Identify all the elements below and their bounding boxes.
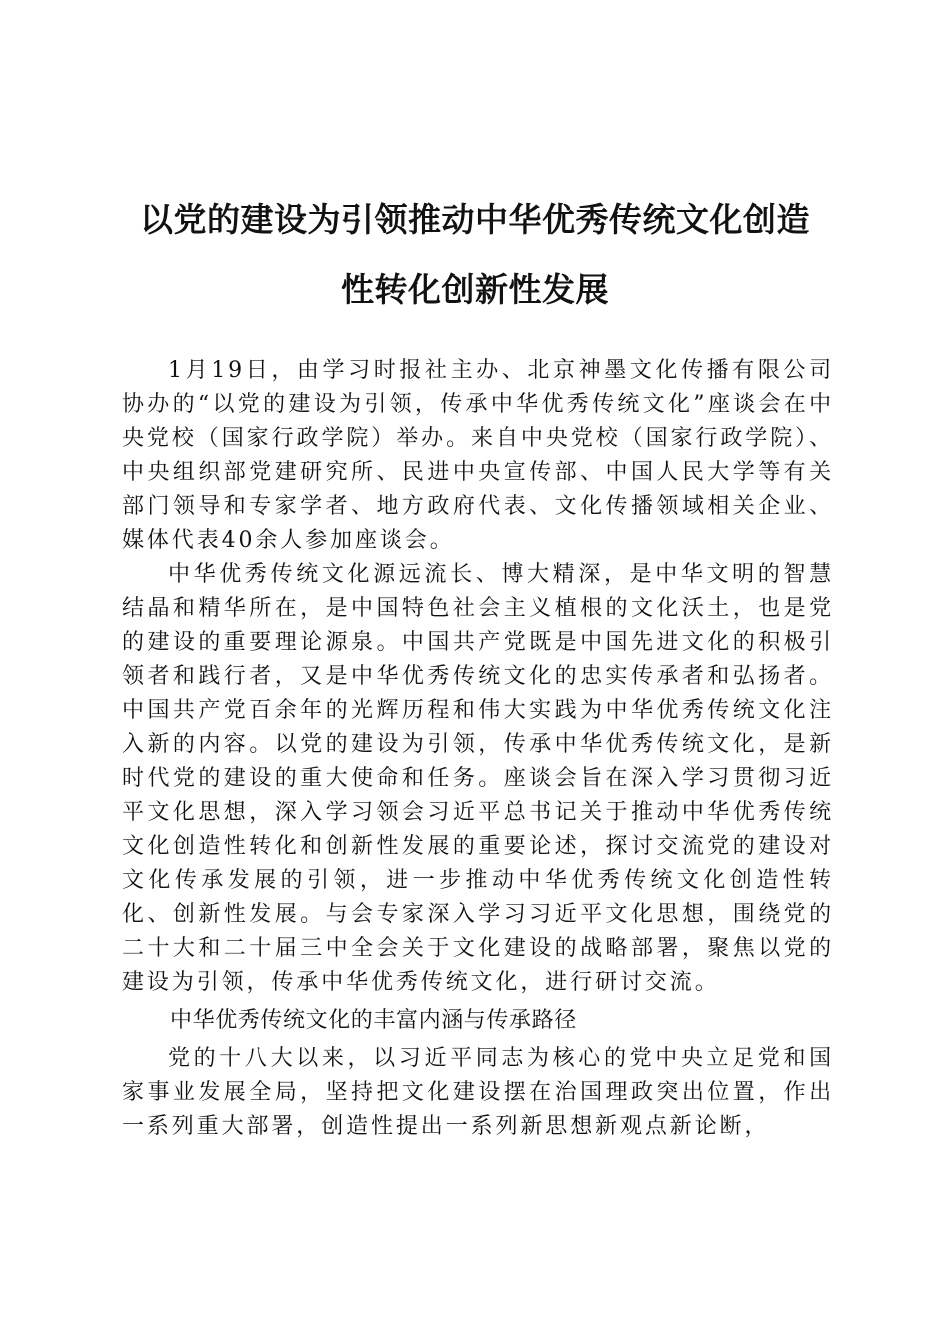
document-title-line-2: 性转化创新性发展 (341, 270, 609, 309)
document-title-line-1: 以党的建设为引领推动中华优秀传统文化创造 (140, 200, 810, 239)
paragraph: 中华优秀传统文化源远流长、博大精深，是中华文明的智慧结晶和精华所在，是中国特色社会主义植根的文化沃土，也是党的建设的重要理论源泉。中国共产党既是中国先进文化的积极引领者和践行者，又是中华优秀传统文化的忠实传承者和弘扬者。中国共产党百余年的光辉历程和伟大实践为中华优秀传统文化注入新的内容。以党的建设为引领，传承中华优秀传统文化，是新时代党的建设的重大使命和任务。座谈会旨在深入学习贯彻习近平文化思想，深入学习领会习近平总书记关于推动中华优秀传统文化创造性转化和创新性发展的重要论述，探讨交流党的建设对文化传承发展的引领，进一步推动中华优秀传统文化创造性转化、创新性发展。与会专家深入学习习近平文化思想，围绕党的二十大和二十届三中全会关于文化建设的战略部署，聚焦以党的建设为引领，传承中华优秀传统文化，进行研讨交流。 (122, 562, 834, 995)
section-subheading: 中华优秀传统文化的丰富内涵与传承路径 (170, 1008, 577, 1033)
paragraph: 党的十八大以来，以习近平同志为核心的党中央立足党和国家事业发展全局，坚持把文化建设摆在治国理政突出位置，作出一系列重大部署，创造性提出一系列新思想新观点新论断， (122, 1046, 834, 1139)
paragraph: 1月19日，由学习时报社主办、北京神墨文化传播有限公司协办的“以党的建设为引领，传承中华优秀传统文化”座谈会在中央党校（国家行政学院）举办。来自中央党校（国家行政学院）、中央组织部党建研究所、民进中央宣传部、中国人民大学等有关部门领导和专家学者、地方政府代表、文化传播领域相关企业、媒体代表40余人参加座谈会。 (122, 358, 834, 553)
document-body (122, 354, 834, 1144)
